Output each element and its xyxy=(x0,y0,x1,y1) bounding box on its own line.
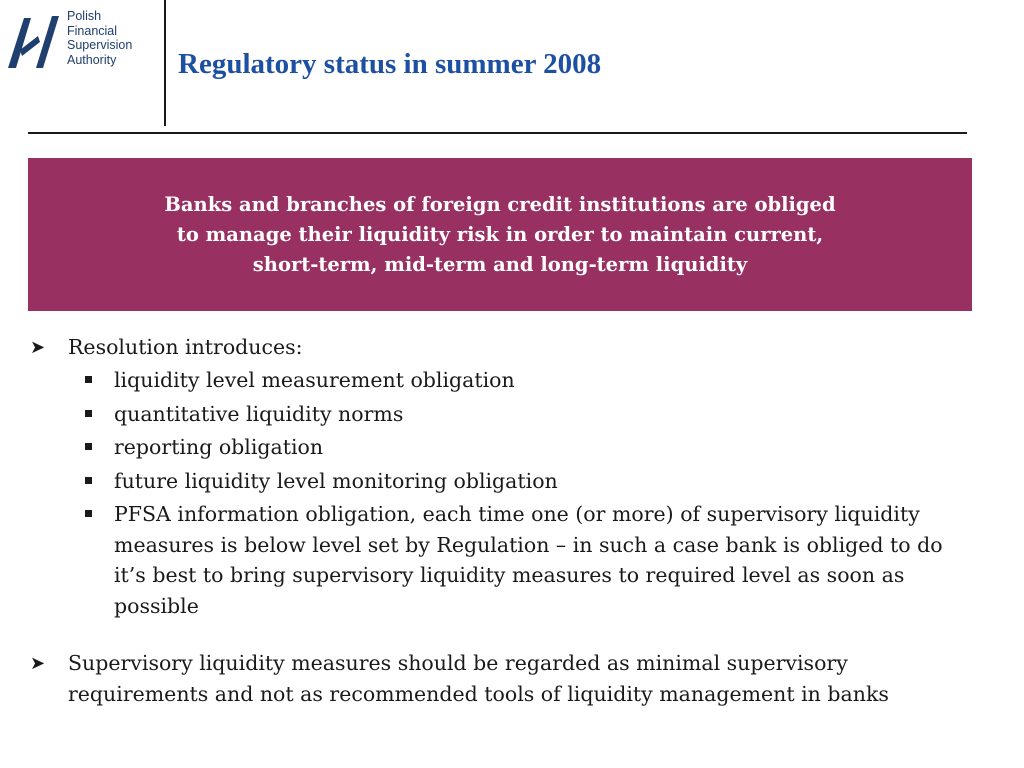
sub-point-text: liquidity level measurement obligation xyxy=(114,368,515,392)
header-vertical-divider xyxy=(164,0,166,126)
arrow-bullet-icon: ➤ xyxy=(30,653,46,674)
square-bullet-icon xyxy=(85,410,92,417)
sub-point-1 xyxy=(28,365,978,396)
logo-line-4: Authority xyxy=(67,52,117,67)
banner-line-2: to manage their liquidity risk in order to maintain current, xyxy=(176,222,824,246)
sub-point-4 xyxy=(28,466,978,497)
logo-line-1: Polish xyxy=(67,9,102,23)
main-point-text: Resolution introduces: xyxy=(68,335,303,359)
logo-wordmark xyxy=(67,9,132,67)
main-point-1 xyxy=(28,332,978,363)
main-point-2 xyxy=(28,648,978,710)
banner-line-1: Banks and branches of foreign credit institutions are obliged xyxy=(164,192,836,216)
main-point-text: Supervisory liquidity measures should be regarded as minimal supervisory requirements and not as recommended tools of liquidity management in banks xyxy=(68,651,889,706)
pfsa-logo-mark-icon xyxy=(4,10,64,72)
sub-point-3 xyxy=(28,432,978,463)
header-horizontal-divider xyxy=(28,132,967,134)
sub-point-5 xyxy=(28,499,978,621)
highlight-banner xyxy=(28,158,972,311)
banner-text xyxy=(140,190,860,280)
square-bullet-icon xyxy=(85,477,92,484)
sub-point-text: reporting obligation xyxy=(114,435,324,459)
square-bullet-icon xyxy=(85,376,92,383)
sub-point-list xyxy=(28,365,978,621)
logo-line-3: Supervision xyxy=(67,38,133,52)
sub-point-text: quantitative liquidity norms xyxy=(114,401,404,426)
arrow-bullet-icon: ➤ xyxy=(30,337,46,358)
square-bullet-icon xyxy=(85,510,92,517)
pfsa-logo xyxy=(0,0,166,126)
banner-line-3: short-term, mid-term and long-term liquidity xyxy=(252,252,748,276)
spacer xyxy=(28,624,978,648)
sub-point-text: PFSA information obligation, each time one (or more) of supervisory liquidity measures is below level set by Regulation – in such a case bank is obliged to do it’s best to bring supervisory liquidity measures to required level as soon as possible xyxy=(114,502,943,618)
sub-point-text: future liquidity level monitoring obligation xyxy=(114,468,558,493)
logo-line-2: Financial xyxy=(67,23,118,38)
sub-point-2 xyxy=(28,399,978,430)
slide-title: Regulatory status in summer 2008 xyxy=(178,48,602,80)
slide-body xyxy=(28,332,978,710)
square-bullet-icon xyxy=(85,443,92,450)
